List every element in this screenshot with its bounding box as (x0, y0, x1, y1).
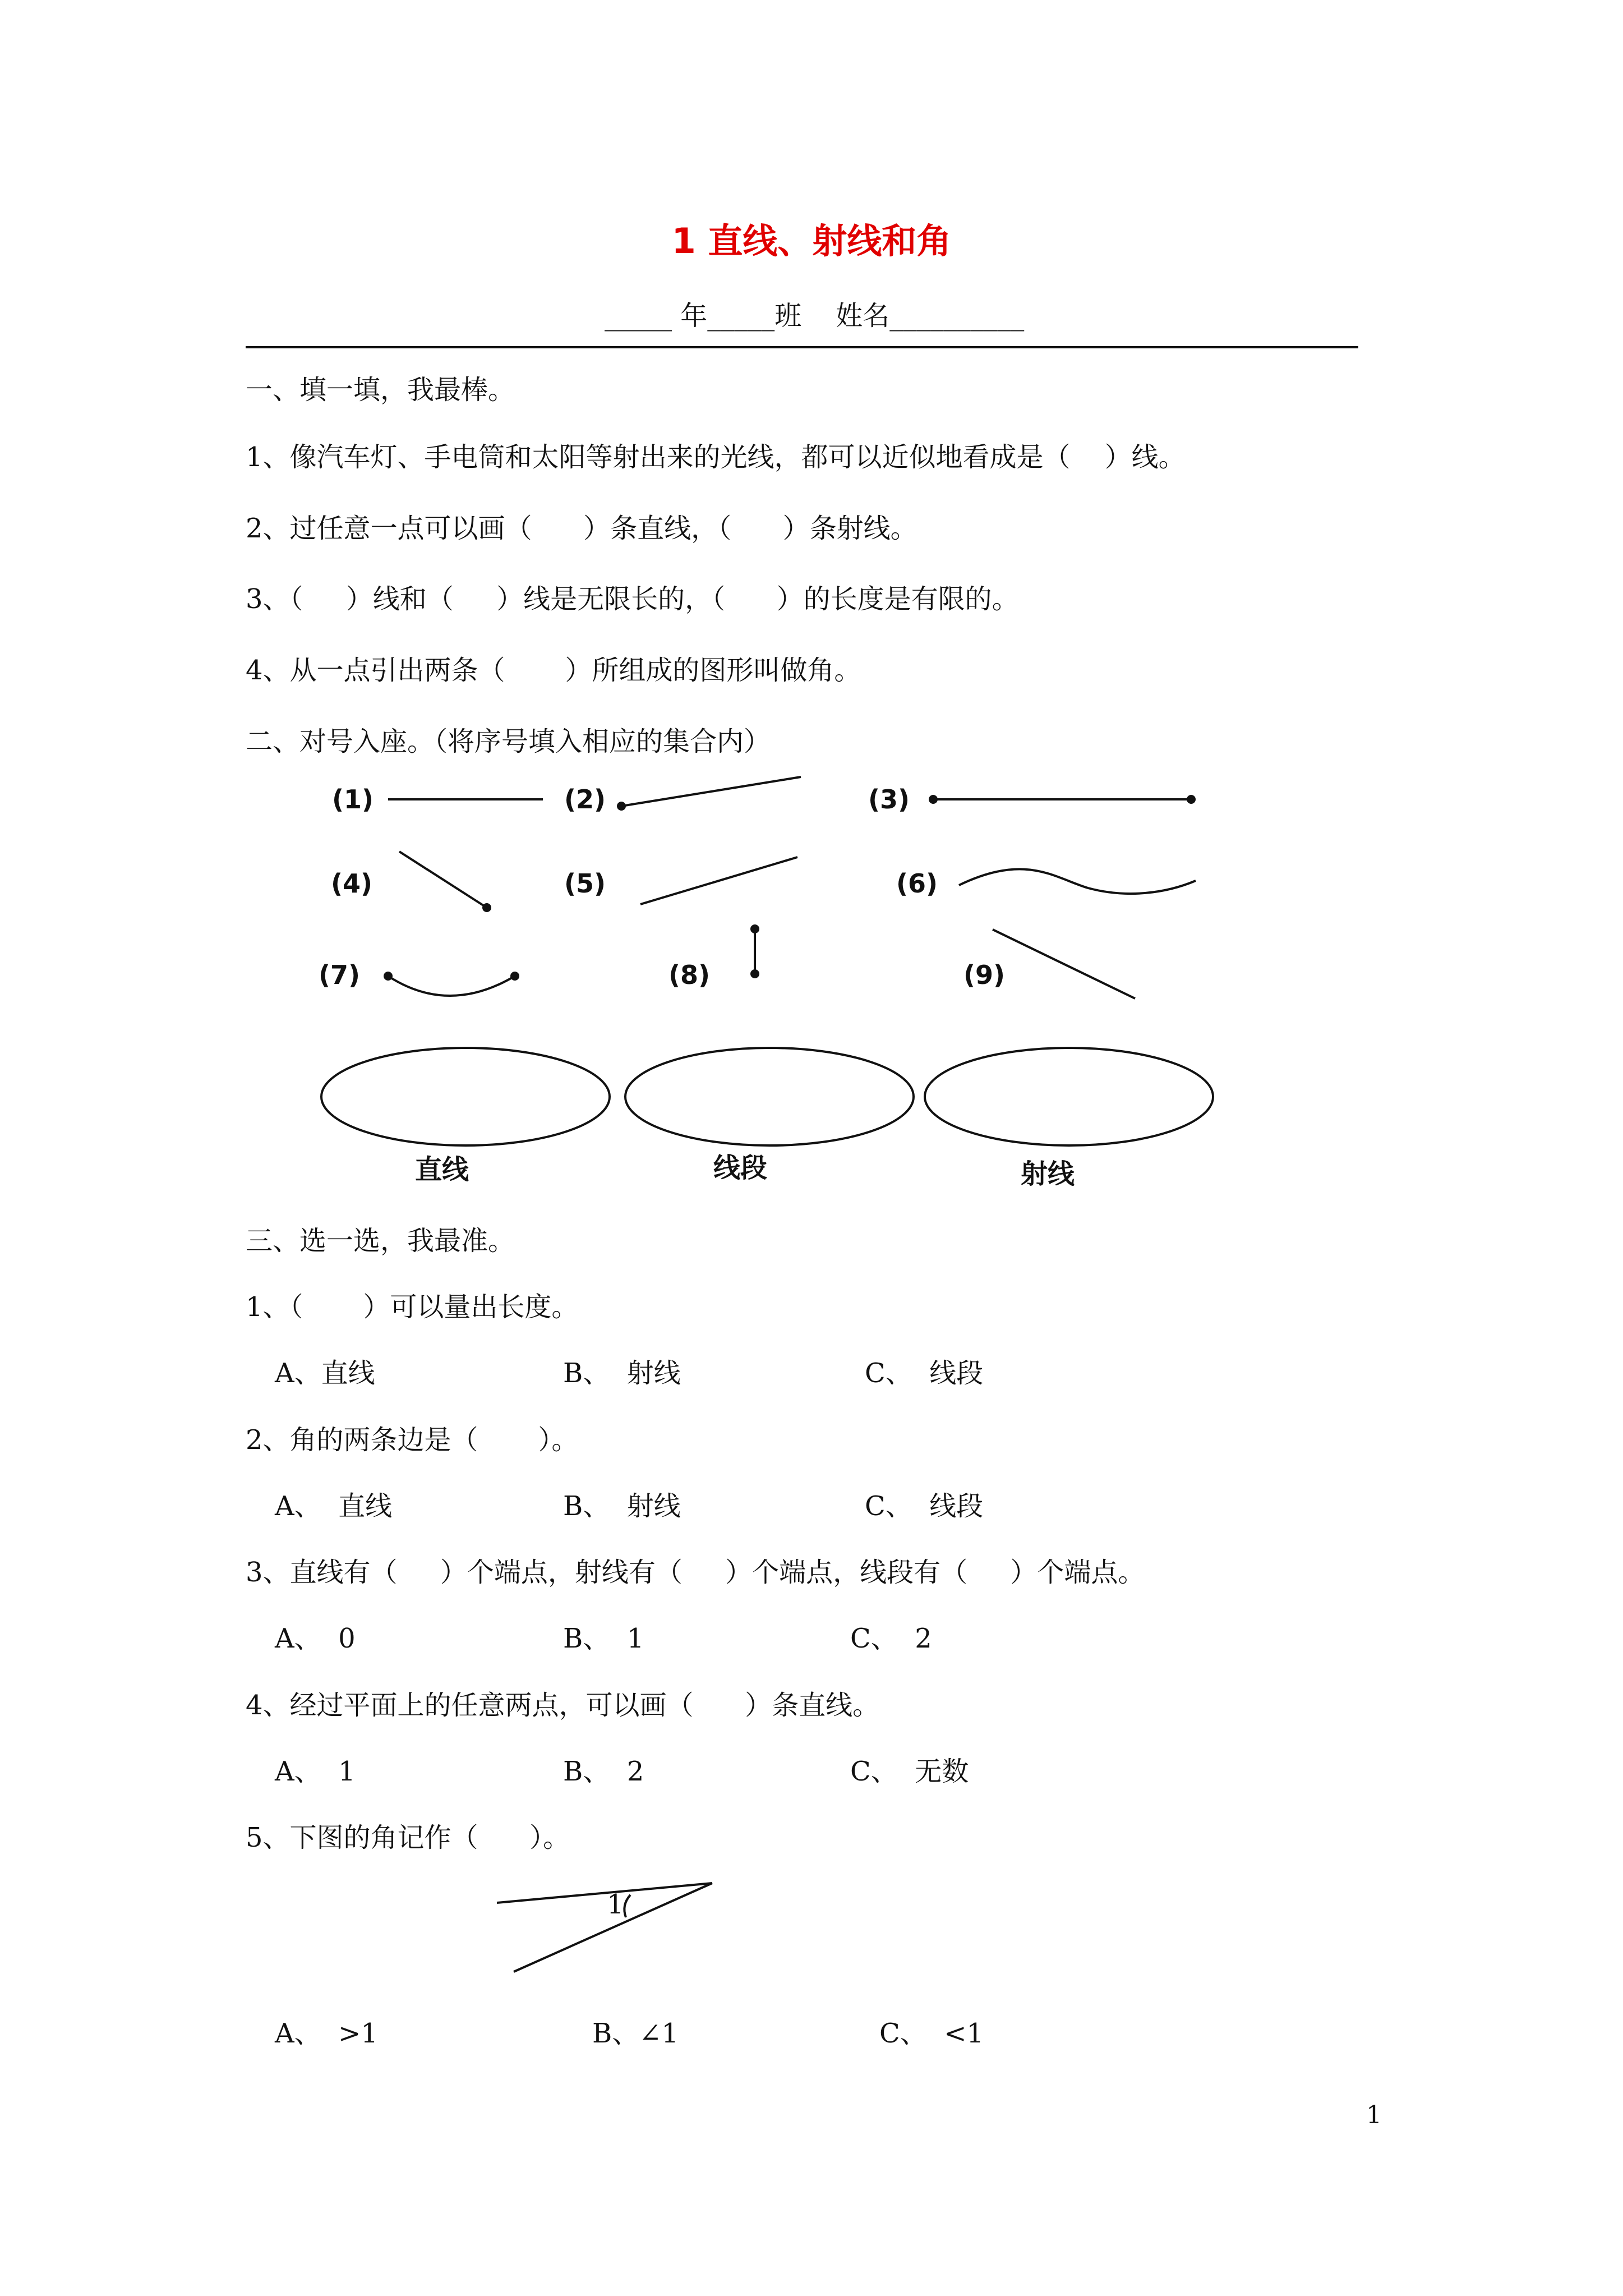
figure-4-endpoint (482, 903, 491, 912)
section1-heading: 一、填一填，我最棒。 (246, 374, 515, 406)
q3-option-a: A、 0 (275, 1623, 356, 1654)
figure-7-endpoint-right (510, 972, 519, 981)
q4-option-c: C、 无数 (850, 1756, 969, 1787)
figure-2-ray (621, 777, 801, 806)
figure-4-ray (399, 852, 487, 908)
q2-option-c: C、 线段 (865, 1490, 984, 1522)
figure-9-line (993, 930, 1135, 999)
section3-heading: 三、选一选，我最准。 (246, 1225, 515, 1257)
section3-question-1: 1、（ ）可以量出长度。 (246, 1291, 579, 1323)
q3-option-b: B、 1 (563, 1623, 644, 1654)
angle-upper-ray (497, 1883, 712, 1903)
figure-3-endpoint-right (1187, 795, 1196, 804)
section1-question-3: 3、（ ）线和（ ）线是无限长的，（ ）的长度是有限的。 (246, 583, 1019, 615)
section2-heading: 二、对号入座。（将序号填入相应的集合内） (246, 726, 771, 757)
set-label-ray: 射线 (1021, 1158, 1075, 1190)
figure-6-curve (959, 869, 1196, 894)
figure-8-endpoint-bottom (750, 969, 759, 978)
section3-question-2: 2、角的两条边是（ ）。 (246, 1424, 579, 1456)
q1-option-c: C、 线段 (865, 1358, 984, 1389)
q5-option-c: C、 <1 (879, 2018, 984, 2049)
section3-question-3: 3、直线有（ ）个端点，射线有（ ）个端点，线段有（ ）个端点。 (246, 1557, 1145, 1588)
set-label-segment: 线段 (713, 1152, 768, 1184)
section1-question-2: 2、过任意一点可以画（ ）条直线，（ ）条射线。 (246, 513, 917, 544)
figure-label-3: (3) (868, 784, 910, 815)
q1-option-a: A、直线 (275, 1358, 375, 1389)
section3-question-5: 5、下图的角记作（ ）。 (246, 1822, 570, 1853)
figure-label-2: (2) (564, 784, 606, 815)
figure-label-1: (1) (332, 784, 374, 815)
q3-option-c: C、 2 (850, 1623, 932, 1654)
q2-option-b: B、 射线 (563, 1490, 681, 1522)
figure-label-7: (7) (319, 960, 361, 990)
q4-option-a: A、 1 (275, 1756, 356, 1787)
q5-option-a: A、 >1 (275, 2018, 378, 2049)
q2-option-a: A、 直线 (275, 1490, 393, 1522)
set-oval-segment (625, 1048, 914, 1145)
figure-label-5: (5) (564, 868, 606, 899)
q1-option-b: B、 射线 (563, 1358, 681, 1389)
page-title: 1 直线、射线和角 (671, 220, 952, 261)
section1-question-1: 1、像汽车灯、手电筒和太阳等射出来的光线，都可以近似地看成是（ ）线。 (246, 441, 1186, 473)
figure-7-endpoint-left (384, 972, 393, 981)
set-oval-ray (925, 1048, 1213, 1145)
q4-option-b: B、 2 (563, 1756, 644, 1787)
figure-label-8: (8) (668, 960, 711, 990)
section3-question-4: 4、经过平面上的任意两点，可以画（ ）条直线。 (246, 1690, 880, 1721)
page-number: 1 (1366, 2101, 1382, 2129)
figure-label-6: (6) (896, 868, 938, 899)
figure-8-endpoint-top (750, 924, 759, 933)
figure-label-4: (4) (331, 868, 373, 899)
set-oval-straight-line (321, 1048, 610, 1145)
figure-2-endpoint (617, 802, 626, 811)
q5-option-b: B、∠1 (592, 2018, 679, 2049)
figure-3-endpoint-left (929, 795, 938, 804)
angle-arc (624, 1895, 630, 1917)
figure-7-curve (388, 976, 515, 996)
figure-5-line (640, 857, 797, 904)
angle-label: 1 (607, 1889, 624, 1920)
section1-question-4: 4、从一点引出两条（ ）所组成的图形叫做角。 (246, 655, 861, 686)
set-label-straight-line: 直线 (415, 1154, 469, 1185)
class-name-line: _____ 年_____班 姓名__________ (605, 300, 1025, 332)
figure-label-9: (9) (963, 960, 1006, 990)
